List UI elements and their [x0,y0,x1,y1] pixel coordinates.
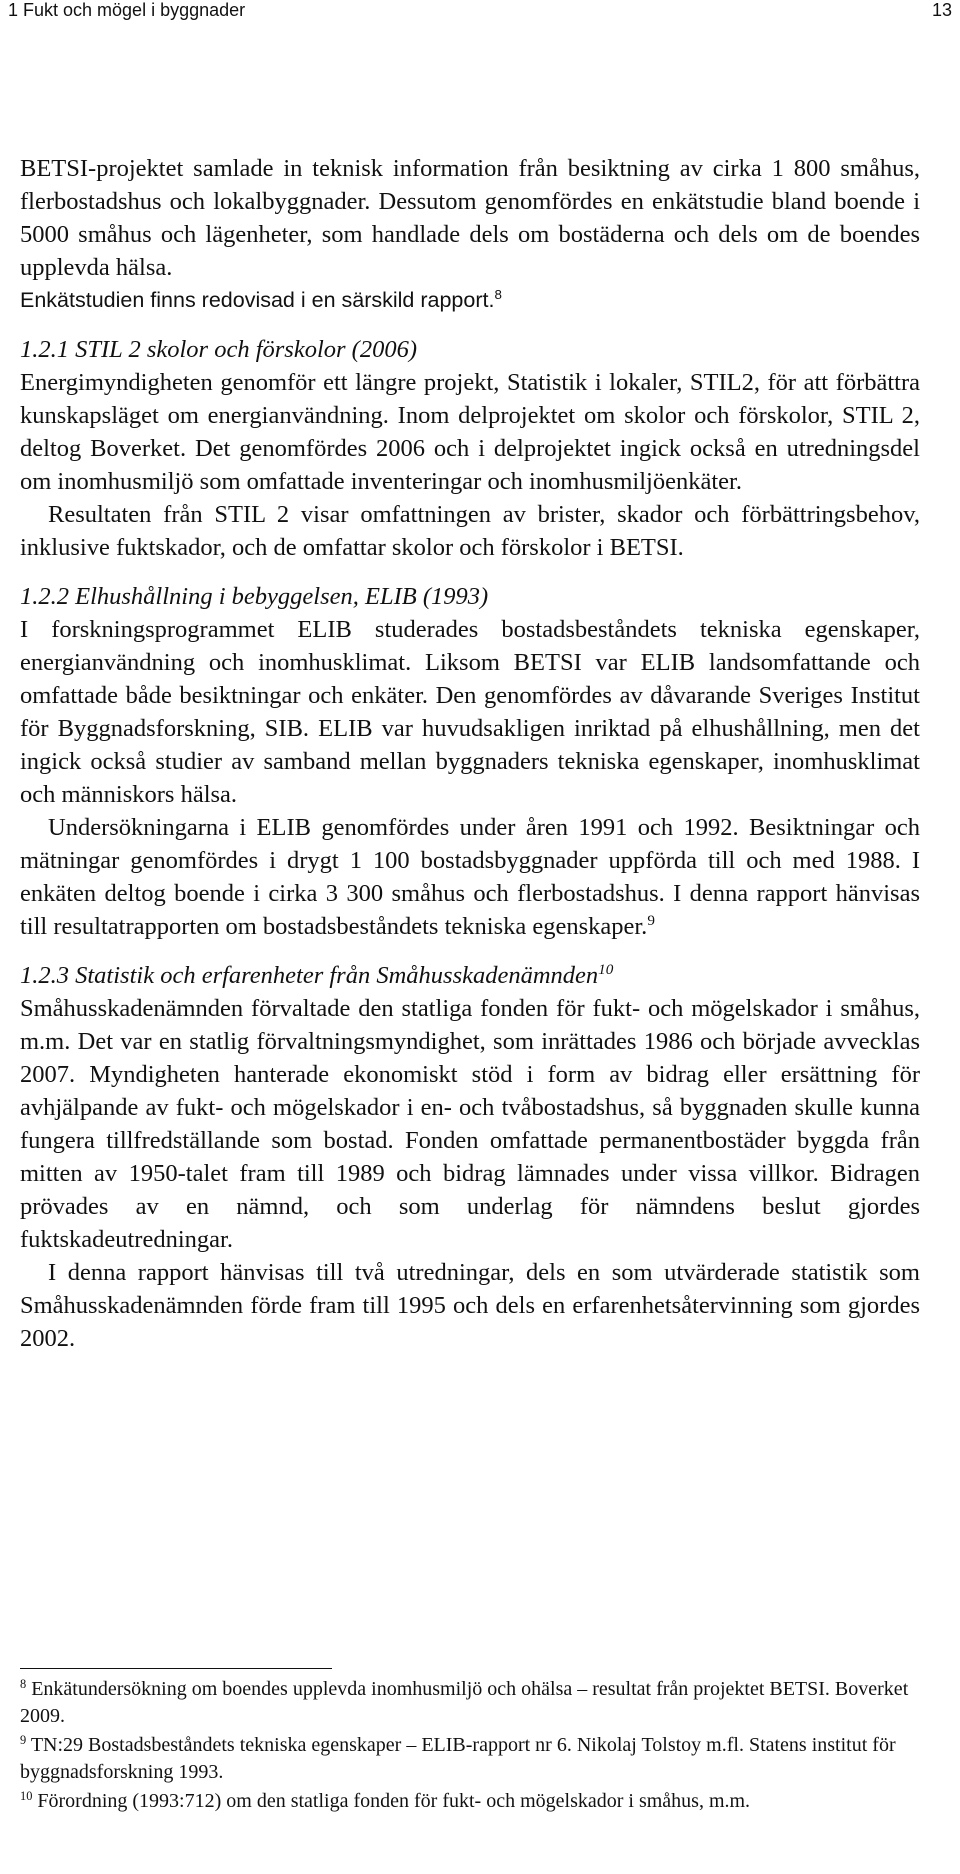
section-paragraph: I forskningsprogrammet ELIB studerades bostadsbeståndets tekniska egenskaper, energianvändning och inomhusklimat. Liksom BETSI var ELIB landsomfattande och omfattade både besiktningar och enkäter. Den genomfördes av dåvarande Sveriges Institut för Byggnadsforskning, SIB. ELIB var huvudsakligen inriktad på elhushållning, men det ingick också studier av samband mellan byggnaders tekniska egenskaper, inomhusklimat och människors hälsa. [20,616,920,808]
footnote-8 [20,1676,920,1730]
section-paragraph: Energimyndigheten genomför ett längre projekt, Statistik i lokaler, STIL2, för att förbättra kunskapsläget om energianvändning. Inom delprojektet om skolor och förskolor, STIL 2, deltog Boverket. Det genomfördes 2006 och i delprojektet ingick också en utredningsdel om inomhusmiljö som omfattade inventeringar och inomhusmiljöenkäter. [20,369,920,495]
footnote-number: 8 [20,1676,27,1691]
footnote-text: Enkätundersökning om boendes upplevda inomhusmiljö och ohälsa – resultat från projektet BETSI. Boverket 2009. [20,1678,909,1727]
intro-paragraph-sans [20,284,920,317]
section-paragraph: Resultaten från STIL 2 visar omfattningen av brister, skador och förbättringsbehov, inklusive fuktskador, och de omfattar skolor och förskolor i BETSI. [20,501,920,561]
footnotes [20,1676,920,1817]
intro-text-sans: Enkätstudien finns redovisad i en särskild rapport. [20,288,495,312]
page-number: 13 [931,0,952,20]
intro-paragraph [20,152,920,284]
section-heading-elib: 1.2.2 Elhushållning i bebyggelsen, ELIB (1993) [20,583,489,610]
section-paragraph: I denna rapport hänvisas till två utredningar, dels en som utvärderade statistik som Småhusskadenämnden förde fram till 1995 och dels en erfarenhetsåtervinning som gjordes 2002. [20,1259,920,1352]
footnote-9 [20,1732,920,1786]
body-text [20,152,920,1355]
footnote-number: 9 [20,1732,27,1747]
section-heading-smahusskadenamnden [20,959,920,992]
section-heading-stil2: 1.2.1 STIL 2 skolor och förskolor (2006) [20,336,418,363]
intro-text: BETSI-projektet samlade in teknisk information från besiktning av cirka 1 800 småhus, flerbostadshus och lokalbyggnader. Dessutom genomfördes en enkätstudie bland boende i 5000 småhus och lägenheter, som handlade dels om bostäderna och dels om de boendes upplevda hälsa. [20,155,920,281]
section-paragraph: Småhusskadenämnden förvaltade den statliga fonden för fukt- och mögelskador i småhus, m.m. Det var en statlig förvaltningsmyndighet, som inrättades 1986 och började avvecklas 2007. Myndigheten hanterade ekonomiskt stöd i form av bidrag eller ersättning för avhjälpande av fukt- och mögelskador i en- och tvåbostadshus, så byggnaden skulle kunna fungera tillfredställande som bostad. Fonden omfattade permanentbostäder byggda från mitten av 1950-talet fram till 1989 och bidrag lämnades under vissa villkor. Bidragen prövades av en nämnd, och som underlag för nämndens beslut gjordes fuktskadeutredningar. [20,995,920,1253]
section-paragraph-text: Undersökningarna i ELIB genomfördes under åren 1991 och 1992. Besiktningar och mätningar genomfördes i drygt 1 100 bostadsbyggnader uppförda till och med 1988. I enkäten deltog boende i cirka 3 300 småhus och flerbostadshus. I denna rapport hänvisas till resultatrapporten om bostadsbeståndets tekniska egenskaper. [20,814,920,940]
section-heading-text: 1.2.3 Statistik och erfarenheter från Småhusskadenämnden [20,962,599,989]
footnote-ref-10[interactable]: 10 [598,960,614,978]
chapter-title: 1 Fukt och mögel i byggnader [8,0,246,20]
footnote-number: 10 [20,1788,33,1803]
footnote-ref-8[interactable]: 8 [494,287,502,303]
footnote-text: TN:29 Bostadsbeståndets tekniska egenskaper – ELIB-rapport nr 6. Nikolaj Tolstoy m.fl. Statens institut för byggnadsforskning 1993. [20,1734,896,1783]
footnote-10 [20,1788,920,1815]
footnote-text: Förordning (1993:712) om den statliga fonden för fukt- och mögelskador i småhus, m.m. [37,1790,751,1812]
footnote-divider [20,1668,332,1669]
footnote-ref-9[interactable]: 9 [647,911,655,929]
section-paragraph [20,811,920,943]
page-header [8,0,952,26]
